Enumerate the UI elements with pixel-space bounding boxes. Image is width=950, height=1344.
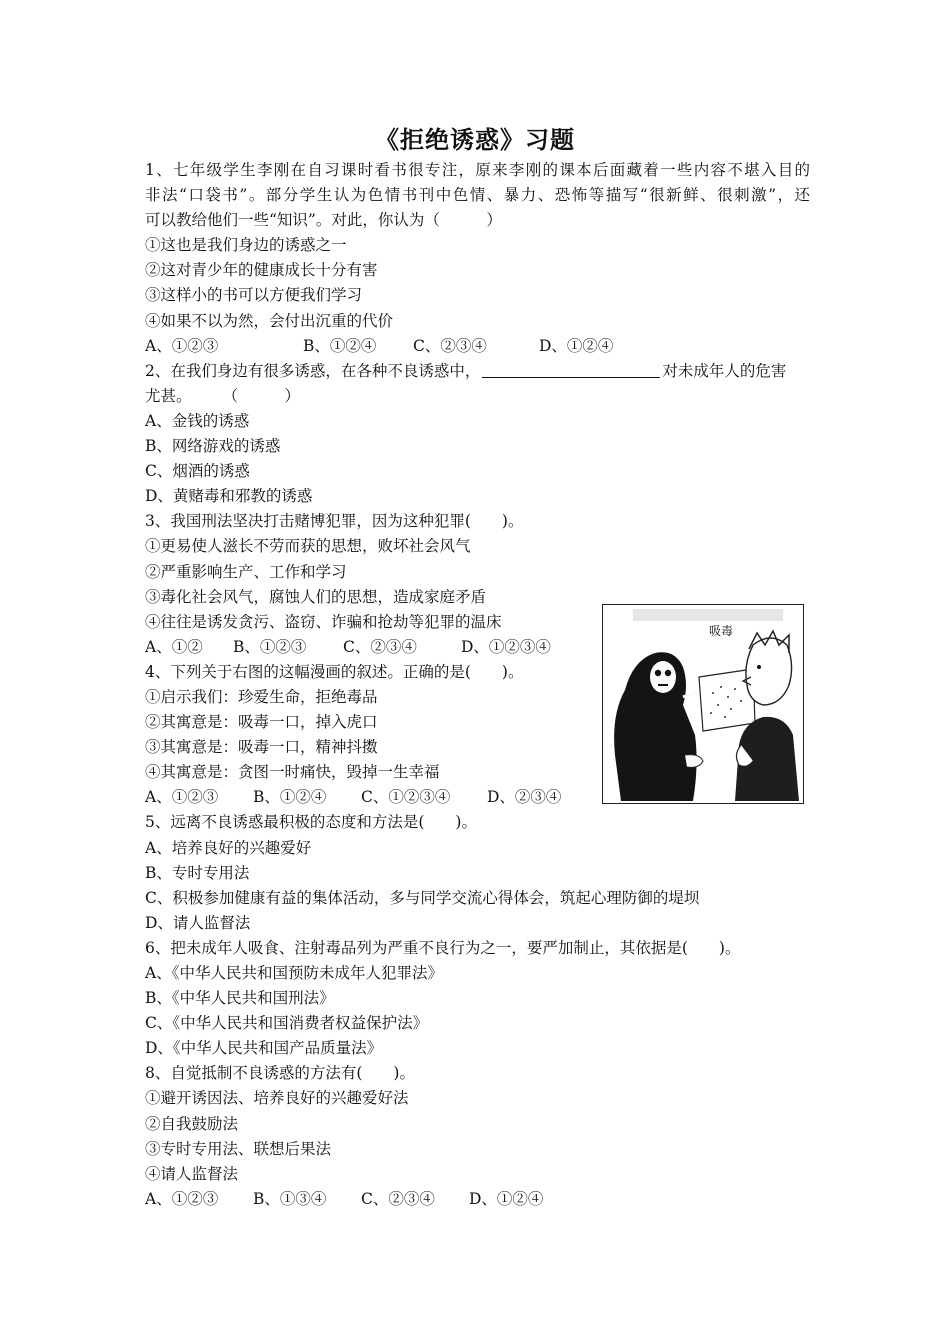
q5-option-b: B、专时专用法 [145, 863, 250, 882]
q1-item-2: ②这对青少年的健康成长十分有害 [145, 261, 378, 280]
q4-item-1: ①启示我们：珍爱生命，拒绝毒品 [145, 687, 378, 706]
q5-stem: 5、远离不良诱惑最积极的态度和方法是( )。 [145, 813, 477, 832]
q2-option-a: A、金钱的诱惑 [145, 411, 250, 430]
q8-item-3: ③专时专用法、联想后果法 [145, 1139, 332, 1158]
q1-item-4: ④如果不以为然，会付出沉重的代价 [145, 311, 394, 330]
q8-options [145, 1187, 810, 1212]
q8-item-2: ②自我鼓励法 [145, 1114, 239, 1133]
q3-stem: 3、我国刑法坚决打击赌博犯罪，因为这种犯罪( )。 [145, 512, 524, 531]
q4-option-a: A、①②③ [145, 788, 219, 807]
q1-options [145, 334, 810, 359]
q6-option-d: D、《中华人民共和国产品质量法》 [145, 1039, 383, 1058]
q5-option-c: C、积极参加健康有益的集体活动，多与同学交流心得体会，筑起心理防御的堤坝 [145, 888, 700, 907]
q1-stem-line-1: 1、七年级学生李刚在自习课时看书很专注，原来李刚的课本后面藏着一些内容不堪入目的 [145, 161, 810, 179]
q8-option-a: A、①②③ [145, 1189, 219, 1208]
q3-item-1: ①更易使人滋长不劳而获的思想，败坏社会风气 [145, 537, 471, 556]
q1-stem-line-2: 非法“口袋书”。部分学生认为色情书刊中色情、暴力、恐怖等描写“很新鲜、很刺激”，还 [145, 186, 810, 205]
q2-stem-pre: 2、在我们身边有很多诱惑，在各种不良诱惑中， [145, 361, 481, 380]
q1-stem-line-3: 可以教给他们一些“知识”。对此，你认为（ ） [145, 211, 502, 230]
cartoon-label: 吸毒 [709, 624, 734, 638]
q1-option-b: B、①②④ [303, 336, 377, 355]
q6-option-a: A、《中华人民共和国预防未成年人犯罪法》 [145, 964, 443, 982]
q3-option-d: D、①②③④ [461, 637, 551, 656]
q8-item-1: ①避开诱因法、培养良好的兴趣爱好法 [145, 1089, 409, 1108]
q4-item-2: ②其寓意是：吸毒一口，掉入虎口 [145, 713, 378, 732]
q1-option-c: C、②③④ [413, 336, 487, 355]
page-title: 《拒绝诱惑》习题 [375, 125, 575, 154]
cartoon-drawing [603, 605, 802, 802]
q4-item-4: ④其寓意是：贪图一时痛快，毁掉一生幸福 [145, 763, 440, 782]
q8-option-d: D、①②④ [469, 1189, 544, 1208]
q1-item-3: ③这样小的书可以方便我们学习 [145, 286, 363, 305]
q1-item-1: ①这也是我们身边的诱惑之一 [145, 236, 347, 255]
q2-option-b: B、网络游戏的诱惑 [145, 437, 281, 456]
q2-option-c: C、烟酒的诱惑 [145, 462, 250, 481]
q3-option-c: C、②③④ [343, 637, 417, 656]
q8-stem: 8、自觉抵制不良诱惑的方法有( )。 [145, 1064, 415, 1083]
q6-option-c: C、《中华人民共和国消费者权益保护法》 [145, 1014, 429, 1033]
q3-item-4: ④往往是诱发贪污、盗窃、诈骗和抢劫等犯罪的温床 [145, 612, 502, 631]
anti-drug-cartoon [602, 604, 804, 804]
q5-option-a: A、培养良好的兴趣爱好 [145, 838, 312, 857]
q3-option-a: A、①② [145, 637, 203, 656]
q1-option-a: A、①②③ [145, 336, 219, 355]
q1-option-d: D、①②④ [539, 336, 614, 355]
q8-option-b: B、①③④ [253, 1189, 327, 1208]
q4-option-d: D、②③④ [487, 788, 562, 807]
q4-stem: 4、下列关于右图的这幅漫画的叙述。正确的是( )。 [145, 662, 524, 681]
q2-stem-line-2: 尤甚。 （ ） [145, 386, 301, 405]
q4-item-3: ③其寓意是：吸毒一口，精神抖擞 [145, 738, 378, 757]
q2-option-d: D、黄赌毒和邪教的诱惑 [145, 487, 313, 506]
q6-option-b: B、《中华人民共和国刑法》 [145, 989, 335, 1008]
q2-stem-post: 对未成年人的危害 [662, 361, 787, 380]
q3-option-b: B、①②③ [233, 637, 307, 656]
q2-answer-blank [482, 360, 660, 378]
q8-item-4: ④请人监督法 [145, 1164, 239, 1183]
q8-option-c: C、②③④ [361, 1189, 435, 1208]
q3-item-2: ②严重影响生产、工作和学习 [145, 562, 347, 581]
q6-stem: 6、把未成年人吸食、注射毒品列为严重不良行为之一，要严加制止，其依据是( )。 [145, 938, 741, 957]
q4-option-c: C、①②③④ [361, 788, 451, 807]
q2-stem-line-1 [145, 359, 810, 384]
q5-option-d: D、请人监督法 [145, 913, 251, 932]
q4-option-b: B、①②④ [253, 788, 327, 807]
q3-item-3: ③毒化社会风气，腐蚀人们的思想，造成家庭矛盾 [145, 587, 487, 606]
